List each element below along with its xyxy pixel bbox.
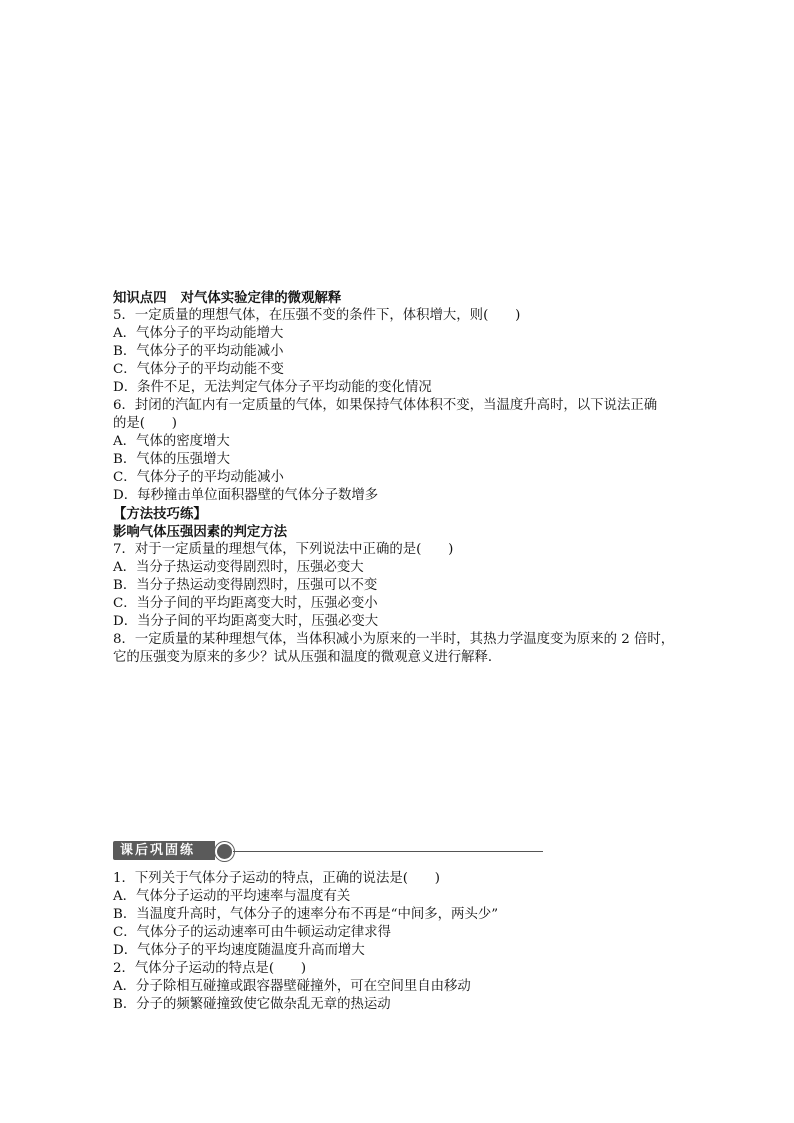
- method-subtitle: 影响气体压强因素的判定方法: [113, 524, 288, 540]
- section-title: 知识点四: [113, 290, 167, 306]
- banner-dot-icon: [215, 842, 234, 861]
- question-6-option-b: B．气体的压强增大: [113, 452, 230, 467]
- question-7-option-d: D．当分子间的平均距离变大时，压强必变大: [113, 614, 379, 629]
- review-question-1-option-b: B．当温度升高时，气体分子的速率分布不再是“中间多，两头少”: [113, 907, 499, 922]
- question-6-option-d: D．每秒撞击单位面积器壁的气体分子数增多: [113, 488, 379, 503]
- review-question-2-option-b: B．分子的频繁碰撞致使它做杂乱无章的热运动: [113, 997, 391, 1012]
- question-5-option-b: B．气体分子的平均动能减小: [113, 344, 284, 359]
- review-question-1-option-c: C．气体分子的运动速率可由牛顿运动定律求得: [113, 925, 392, 940]
- question-6-stem-line2: 的是( ): [113, 416, 178, 431]
- question-7-option-a: A．当分子热运动变得剧烈时，压强必变大: [113, 560, 364, 575]
- review-question-2-option-a: A．分子除相互碰撞或跟容器壁碰撞外，可在空间里自由移动: [113, 979, 471, 994]
- question-8-line2: 它的压强变为原来的多少？试从压强和温度的微观意义进行解释．: [113, 650, 502, 665]
- review-question-1-option-a: A．气体分子运动的平均速率与温度有关: [113, 889, 351, 904]
- question-5-stem: 5．一定质量的理想气体，在压强不变的条件下，体积增大，则( ): [113, 308, 521, 323]
- review-question-1-option-d: D．气体分子的平均速度随温度升高而增大: [113, 943, 365, 958]
- banner-rule: [233, 851, 543, 852]
- question-6-option-c: C．气体分子的平均动能减小: [113, 470, 284, 485]
- method-title: 【方法技巧练】: [113, 506, 207, 522]
- question-7-option-b: B．当分子热运动变得剧烈时，压强可以不变: [113, 578, 378, 593]
- review-banner-label: 课后巩固练: [113, 841, 215, 860]
- review-banner: [113, 841, 433, 861]
- question-8-line1: 8．一定质量的某种理想气体，当体积减小为原来的一半时，其热力学温度变为原来的 2 倍时，: [113, 632, 675, 647]
- review-question-1-stem: 1．下列关于气体分子运动的特点，正确的说法是( ): [113, 871, 440, 886]
- question-6-stem-line1: 6．封闭的汽缸内有一定质量的气体，如果保持气体体积不变，当温度升高时，以下说法正确: [113, 398, 658, 413]
- section-knowledge-point-4: [113, 289, 693, 667]
- question-7-stem: 7．对于一定质量的理想气体，下列说法中正确的是( ): [113, 542, 454, 557]
- question-5-option-d: D．条件不足，无法判定气体分子平均动能的变化情况: [113, 380, 432, 395]
- section-heading: [113, 289, 693, 307]
- question-5-option-a: A．气体分子的平均动能增大: [113, 326, 284, 341]
- question-5-option-c: C．气体分子的平均动能不变: [113, 362, 284, 377]
- review-question-2-stem: 2．气体分子运动的特点是( ): [113, 961, 307, 976]
- section-review: [113, 870, 693, 1014]
- question-7-option-c: C．当分子间的平均距离变大时，压强必变小: [113, 596, 378, 611]
- section-subtitle: 对气体实验定律的微观解释: [180, 290, 342, 306]
- question-6-option-a: A．气体的密度增大: [113, 434, 230, 449]
